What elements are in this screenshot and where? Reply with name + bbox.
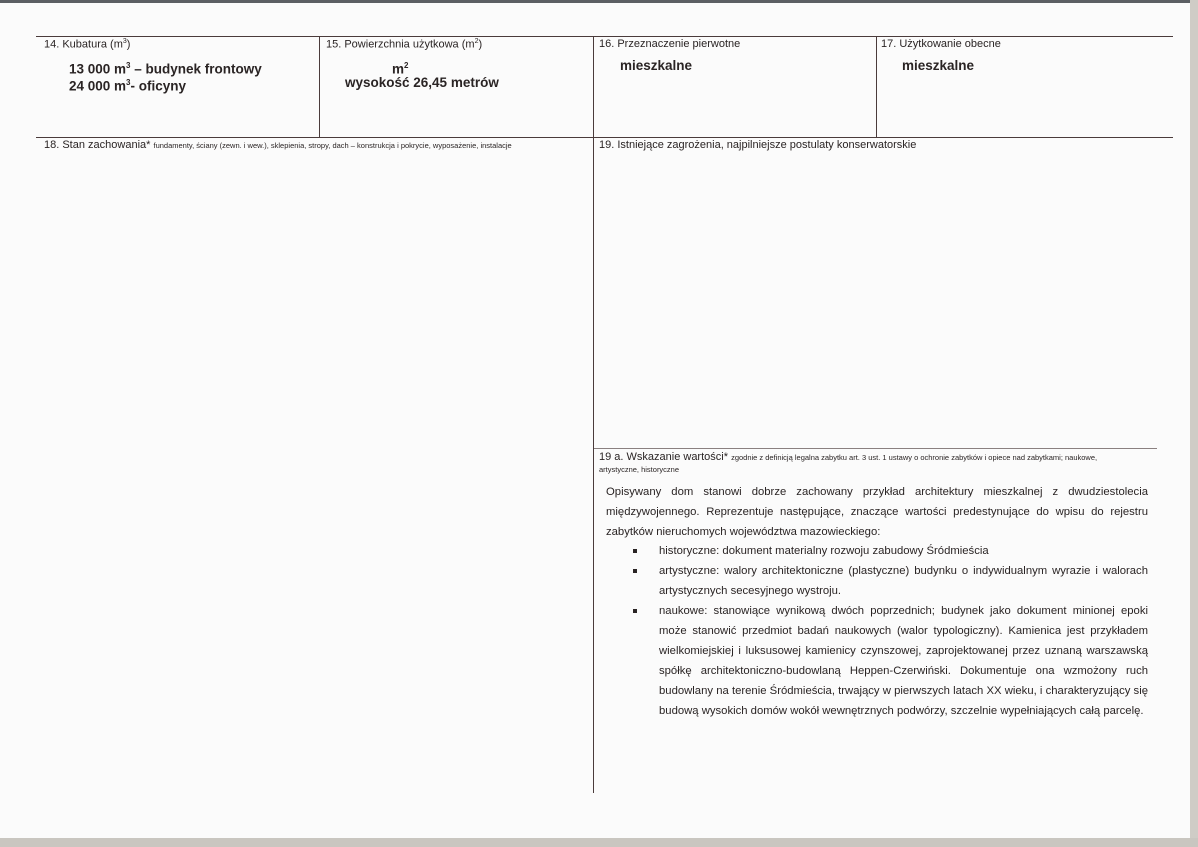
field-16-value: mieszkalne (620, 58, 693, 73)
field-19a-values-list (640, 541, 1148, 721)
field-19a-hint-cont: artystyczne, historyczne (599, 465, 680, 474)
field-15-label: 15. Powierzchnia użytkowa $(m^2)$ (326, 38, 483, 51)
bullet-icon (633, 549, 637, 553)
field-15-height: wysokość 26,45 metrów (345, 75, 499, 90)
divider-center (593, 36, 594, 793)
divider-16-17 (876, 36, 877, 137)
list-item: naukowe: stanowiące wynikową dwóch poprzednich; budynek jako dokument minionej epoki może stanowić przedmiot badań naukowych (walor typologiczny). Kamienica jest przykładem wielkomiejskiej i luksusowej kamienicy czynszowej, zaprojektowanej przez uznaną warszawską spółkę architektoniczno-budowlaną Heppen-Czerwiński. Dokumentuje ona wzmożony ruch budowlany na terenie Śródmieścia, trwający w pierwszych latach XX wieku, i charakteryzujący się budową wysokich domów wokół wewnętrznych podwórzy, szczelnie wypełniających całą parcelę. (640, 601, 1148, 721)
field-19a-hint: zgodnie z definicją legalna zabytku art. 3 ust. 1 ustawy o ochronie zabytków i opiece nad zabytkami; naukowe, (731, 453, 1098, 462)
bullet-icon (633, 609, 637, 613)
field-14-value-front: 13 000 $m^3$ – budynek frontowy (69, 61, 262, 77)
field-19-label: 19. Istniejące zagrożenia, najpilniejsze postulaty konserwatorskie (599, 139, 917, 151)
field-19a-label: 19 a. Wskazanie wartości* zgodnie z definicją legalna zabytku art. 3 ust. 1 ustawy o ochronie zabytków i opiece nad zabytkami; naukowe, (599, 451, 1098, 463)
top-border-line (36, 36, 1173, 37)
divider-19-19a (594, 448, 1157, 449)
field-19a-intro: Opisywany dom stanowi dobrze zachowany przykład architektury mieszkalnej z dwudziestolecia międzywojennego. Reprezentuje następujące, znaczące wartości predestynujące do wpisu do rejestru zabytków nieruchomych województwa mazowieckiego: (606, 486, 1148, 538)
scan-top-edge (0, 0, 1198, 3)
field-17-label: 17. Użytkowanie obecne (881, 38, 1001, 50)
field-15-unit: $m^2$ (392, 61, 409, 77)
divider-14-15 (319, 36, 320, 137)
field-18-label: 18. Stan zachowania* fundamenty, ściany (zewn. i wew.), sklepienia, stropy, dach – konstrukcja i pokrycie, wyposażenie, instalacje (44, 139, 512, 151)
field-16-label: 16. Przeznaczenie pierwotne (599, 38, 741, 50)
row-divider-line (36, 137, 1173, 138)
list-item: historyczne: dokument materialny rozwoju zabudowy Śródmieścia (640, 541, 1148, 561)
list-item: artystyczne: walory architektoniczne (plastyczne) budynku o indywidualnym wyrazie i walorach artystycznych secesyjnego wystroju. (640, 561, 1148, 601)
field-17-value: mieszkalne (902, 58, 975, 73)
field-14-label: 14. Kubatura $(m^3)$ (44, 38, 131, 51)
field-18-hint: fundamenty, ściany (zewn. i wew.), sklepienia, stropy, dach – konstrukcja i pokrycie, wyposażenie, instalacje (153, 141, 512, 150)
scan-right-edge (1190, 0, 1198, 847)
bullet-icon (633, 569, 637, 573)
scan-bottom-edge (0, 838, 1198, 847)
field-14-value-annex: 24 000 $m^3-$ oficyny (69, 78, 187, 94)
